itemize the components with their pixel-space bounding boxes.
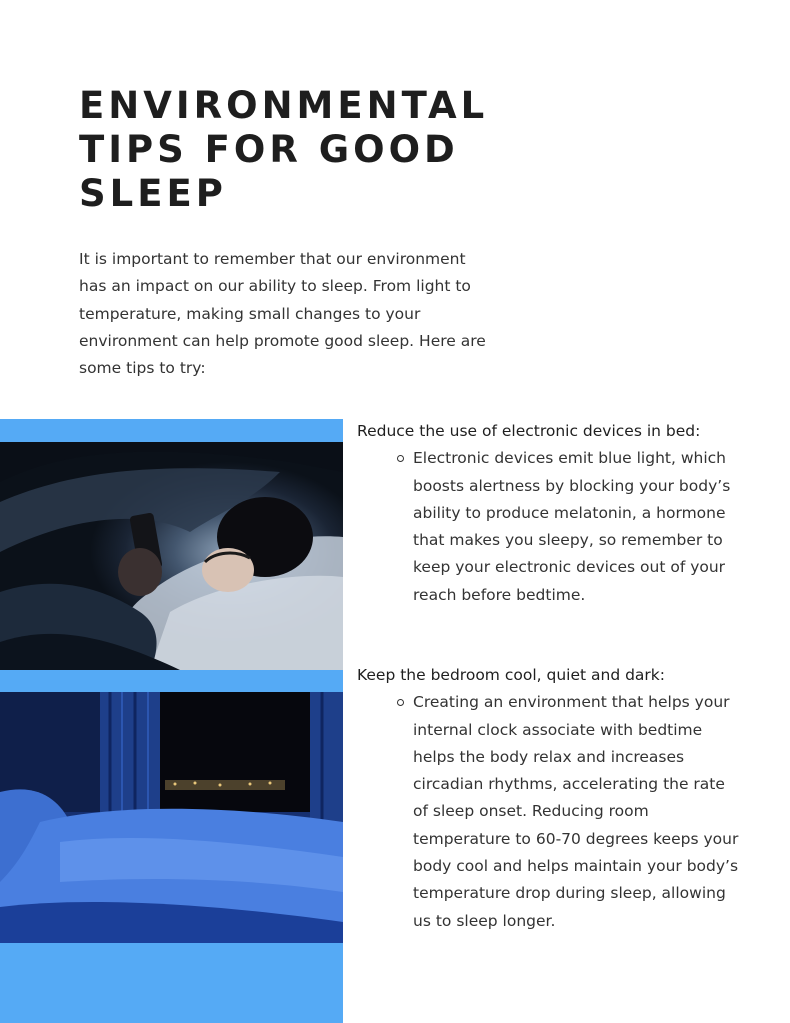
tip-text: Creating an environment that helps your internal clock associate with bedtime helps the body relax and increases circadian rhythms, accelerating the rate of sleep onset. Reducing room temperature to 60-70 degrees keeps your body cool and helps maintain your body’s temperature drop during sleep, allowing us to sleep longer. [413, 693, 739, 930]
intro-paragraph: It is important to remember that our environment has an impact on our ability to sleep. From light to temperature, making small changes to your environment can help promote good sleep. Here are some tips to try: [79, 250, 486, 378]
tip-text: Electronic devices emit blue light, which boosts alertness by blocking your body’s ability to produce melatonin, a hormone that makes you sleepy, so remember to keep your electronic devices out of your reach before bedtime. [413, 449, 731, 604]
list-item [357, 689, 743, 935]
phone-in-bed-photo [0, 442, 343, 670]
section-heading: Keep the bedroom cool, quiet and dark: [357, 666, 665, 684]
list-item [357, 445, 743, 609]
circle-bullet-icon [397, 699, 404, 706]
page-title: ENVIRONMENTAL TIPS FOR GOOD SLEEP [79, 84, 489, 215]
tip-section-bedroom [357, 662, 757, 935]
section-heading: Reduce the use of electronic devices in bed: [357, 422, 701, 440]
dark-bedroom-photo [0, 692, 343, 943]
tip-section-devices [357, 418, 757, 609]
circle-bullet-icon [397, 455, 404, 462]
